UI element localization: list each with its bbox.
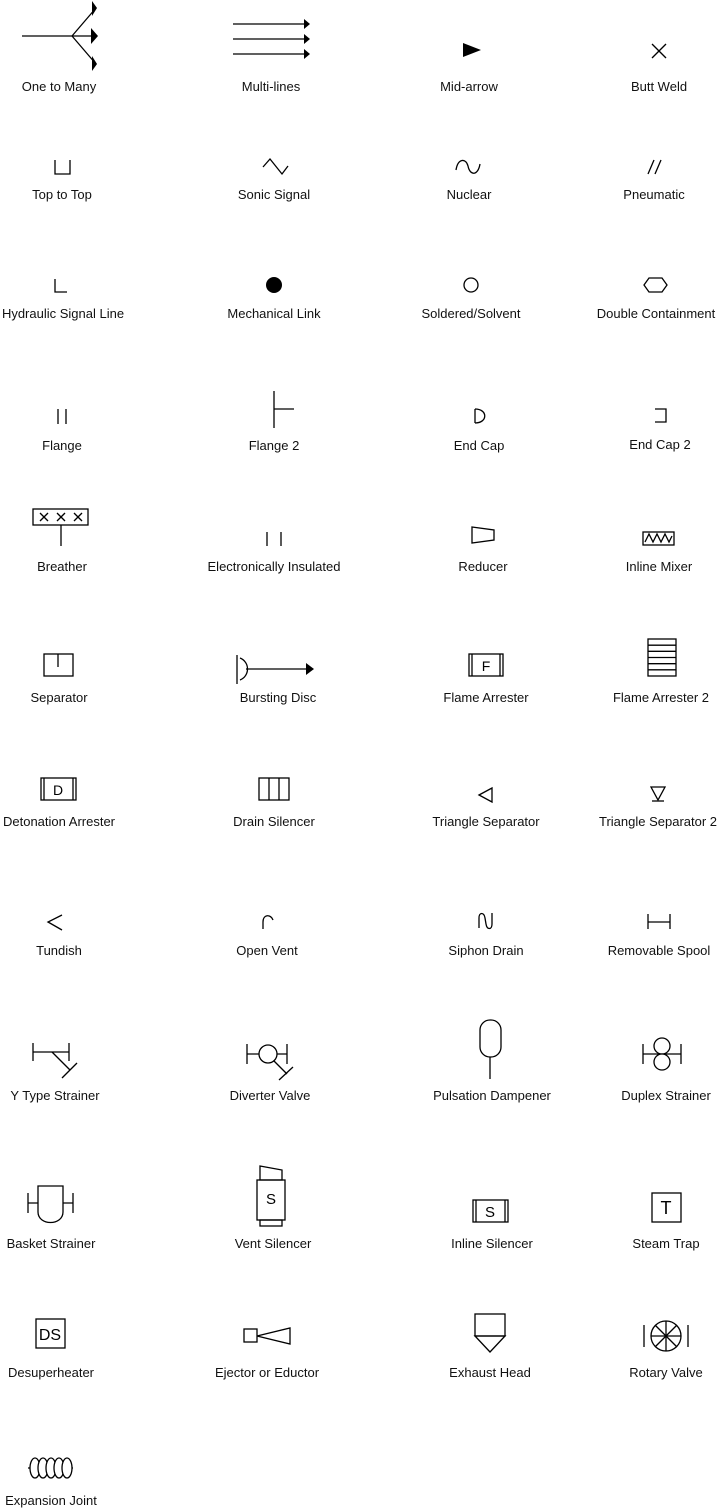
symbol-label: Mid-arrow bbox=[440, 79, 498, 94]
svg-text:S: S bbox=[484, 1204, 496, 1221]
svg-text:DS: DS bbox=[38, 1327, 62, 1344]
svg-text:D: D bbox=[52, 782, 64, 798]
symbol-label: Tundish bbox=[36, 943, 82, 958]
symbol-label: Ejector or Eductor bbox=[214, 1365, 320, 1380]
symbol-label: Inline Silencer bbox=[451, 1236, 533, 1251]
symbol-label: Rotary Valve bbox=[629, 1365, 703, 1380]
symbol-label: Pulsation Dampener bbox=[433, 1088, 551, 1103]
symbol-label: Drain Silencer bbox=[233, 814, 315, 829]
symbol-label: Basket Strainer bbox=[6, 1236, 96, 1251]
symbol-label: Vent Silencer bbox=[234, 1236, 312, 1251]
symbol-label: Multi-lines bbox=[241, 79, 301, 94]
symbol-label: One to Many bbox=[21, 79, 97, 94]
symbol-label: End Cap bbox=[453, 438, 505, 453]
symbol-label: Steam Trap bbox=[632, 1236, 700, 1251]
symbol-label: Siphon Drain bbox=[448, 943, 524, 958]
symbol-label: Duplex Strainer bbox=[621, 1088, 711, 1103]
symbol-label: Sonic Signal bbox=[237, 187, 311, 202]
symbol-label: Desuperheater bbox=[8, 1365, 94, 1380]
symbol-label: Double Containment bbox=[596, 306, 716, 321]
symbol-label: Top to Top bbox=[32, 187, 92, 202]
symbol-label: Y Type Strainer bbox=[10, 1088, 100, 1103]
symbol-label: Flame Arrester bbox=[443, 690, 529, 705]
symbol-label: Bursting Disc bbox=[239, 690, 317, 705]
symbol-label: Flange bbox=[42, 438, 82, 453]
symbol-label: Expansion Joint bbox=[5, 1493, 97, 1508]
symbol-label: Flame Arrester 2 bbox=[612, 690, 710, 705]
svg-text:T: T bbox=[660, 1198, 672, 1218]
symbol-label: Triangle Separator bbox=[432, 814, 540, 829]
symbol-label: Detonation Arrester bbox=[2, 814, 116, 829]
symbol-label: Electronically Insulated bbox=[207, 559, 341, 574]
symbol-label: Pneumatic bbox=[623, 187, 685, 202]
symbol-label: Diverter Valve bbox=[229, 1088, 311, 1103]
symbol-label: Hydraulic Signal Line bbox=[1, 306, 125, 321]
symbol-label: Breather bbox=[37, 559, 87, 574]
symbol-label: Nuclear bbox=[446, 187, 492, 202]
symbol-label: Butt Weld bbox=[630, 79, 688, 94]
symbol-label: Flange 2 bbox=[248, 438, 300, 453]
svg-text:F: F bbox=[481, 658, 491, 674]
symbol-label: Inline Mixer bbox=[625, 559, 693, 574]
symbol-label: Reducer bbox=[458, 559, 508, 574]
svg-text:S: S bbox=[265, 1191, 277, 1208]
symbol-label: End Cap 2 bbox=[629, 437, 691, 452]
symbol-label: Removable Spool bbox=[607, 943, 711, 958]
symbol-label: Open Vent bbox=[236, 943, 298, 958]
symbol-label: Mechanical Link bbox=[227, 306, 321, 321]
symbol-label: Soldered/Solvent bbox=[421, 306, 521, 321]
symbol-label: Triangle Separator 2 bbox=[598, 814, 718, 829]
symbol-label: Separator bbox=[30, 690, 88, 705]
symbol-label: Exhaust Head bbox=[449, 1365, 531, 1380]
